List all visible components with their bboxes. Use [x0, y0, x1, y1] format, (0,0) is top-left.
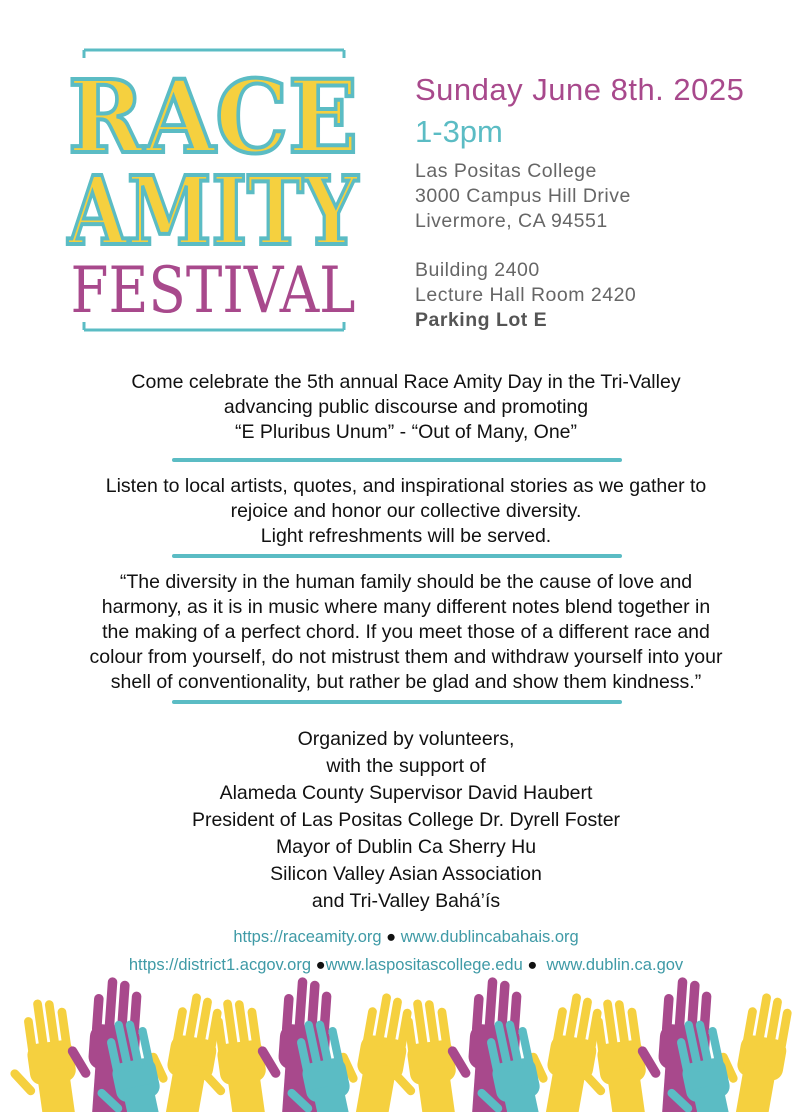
- raised-hands-illustration: [20, 980, 800, 1108]
- quote-text: “The diversity in the human family should be the cause of love and harmony, as it is in music where many different notes blend together in the making of a perfect chord. If you meet those of a different race and colour from yourself, do not mistrust them and withdraw yourself into your shell of conventionality, but rather be glad and show them kindness.”: [89, 571, 723, 693]
- links-row-1: https://raceamity.org ● www.dublincabahais.org: [233, 928, 579, 946]
- divider: [172, 554, 622, 558]
- svg-text:RACE: RACE: [68, 58, 358, 176]
- event-address: Las Positas College 3000 Campus Hill Drive Livermore, CA 94551: [415, 160, 631, 232]
- link-laspositas[interactable]: www.laspositascollege.edu: [325, 956, 523, 974]
- divider: [172, 458, 622, 462]
- event-location: Building 2400 Lecture Hall Room 2420 Parking Lot E: [415, 259, 637, 331]
- link-district1[interactable]: https://district1.acgov.org: [128, 956, 312, 974]
- organizers-text: Organized by volunteers, with the support of Alameda County Supervisor David Haubert President of Las Positas College Dr. Dyrell Foster Mayor of Dublin Ca Sherry Hu Silicon Valley Asian Association and Tri-Valley Bahá’ís: [191, 728, 621, 912]
- svg-text:AMITY: AMITY: [67, 156, 359, 267]
- intro-text: Come celebrate the 5th annual Race Amity Day in the Tri-Valley advancing public discourse and promoting “E Pluribus Unum” - “Out of Many, One”: [131, 371, 681, 443]
- svg-text:FESTIVAL: FESTIVAL: [70, 254, 356, 328]
- link-raceamity[interactable]: https://raceamity.org: [233, 928, 382, 946]
- race-amity-festival-logo: [58, 44, 368, 336]
- event-time: 1-3pm: [415, 114, 503, 149]
- links-row-2: https://district1.acgov.org ●www.laspositascollege.edu ● www.dublin.ca.gov: [128, 956, 684, 974]
- divider: [172, 700, 622, 704]
- link-dublincabahais[interactable]: www.dublincabahais.org: [400, 928, 579, 946]
- listen-text: Listen to local artists, quotes, and inspirational stories as we gather to rejoice and honor our collective diversity. Light refreshments will be served.: [105, 475, 707, 547]
- event-date: Sunday June 8th. 2025: [415, 72, 745, 107]
- link-dublin[interactable]: www.dublin.ca.gov: [546, 956, 684, 974]
